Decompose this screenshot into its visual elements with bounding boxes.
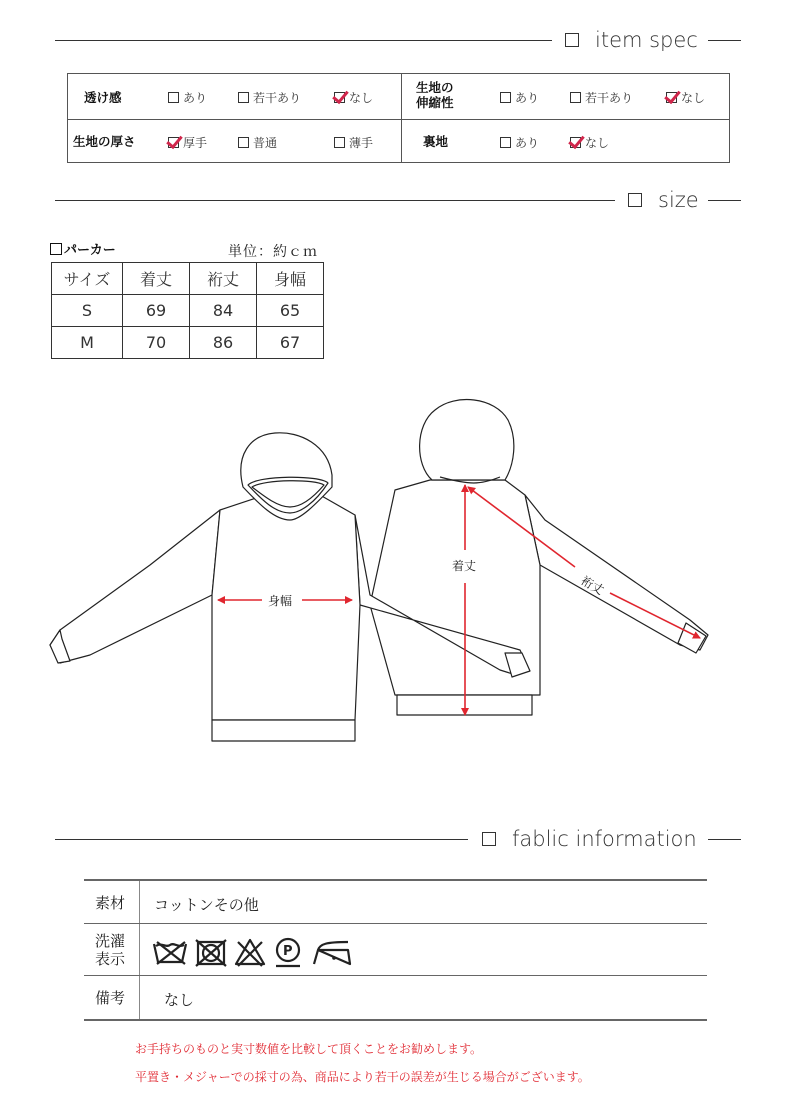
table-header-row [52,263,324,295]
table-cell: M [52,327,123,359]
option-label: なし [585,136,610,150]
checked-checkbox-icon [334,92,345,103]
material-label: 素材 [94,894,125,912]
item-spec-header [0,25,800,55]
label-line: 表示 [94,950,125,968]
table-row [52,295,324,327]
checkbox-icon [238,92,249,103]
size-table-title-text: パーカー [64,243,116,258]
option-label: あり [515,136,540,150]
option-label: あり [515,91,540,105]
spec-label-lining: 裏地 [423,134,449,149]
size-label: size [658,188,699,212]
spec-option [238,134,277,151]
table-cell: 70 [123,327,190,359]
option-label: 若干あり [253,91,302,105]
square-icon [50,243,62,255]
square-icon [565,33,579,47]
checkbox-icon [500,92,511,103]
size-table [51,262,324,359]
sleeve-label: 裄丈 [578,573,607,598]
divider-line [55,839,468,840]
spec-option [570,89,633,106]
table-cell: 86 [190,327,257,359]
spec-option [570,134,609,151]
size-header [0,185,800,215]
table-row [52,327,324,359]
spec-option [238,89,301,106]
notes-label: 備考 [94,989,125,1007]
table-row [84,879,707,925]
checkbox-icon [168,92,179,103]
size-title [628,188,699,212]
spec-option [334,134,373,151]
no-bleach-icon [236,940,264,966]
option-label: なし [681,91,706,105]
table-bottom-border [84,1019,707,1021]
checked-checkbox-icon [570,137,581,148]
row-divider [68,119,729,120]
fabric-label: fablic information [512,827,697,851]
table-cell: 69 [123,295,190,327]
table-cell: 65 [257,295,324,327]
fabric-title [482,827,697,851]
checked-checkbox-icon [168,137,179,148]
note-compare-measurements: お手持ちのものと実寸数値を比較して頂くことをお勧めします。 [135,1042,483,1056]
no-tumble-dry-icon [196,940,226,966]
label-line: 生地の [416,80,454,95]
option-label: 普通 [253,136,278,150]
cell-divider [139,924,140,976]
divider-line [55,40,552,41]
table-cell: 67 [257,327,324,359]
item-spec-table [67,73,730,163]
divider-line [708,200,741,201]
checked-checkbox-icon [666,92,677,103]
length-label: 着丈 [452,559,477,573]
fabric-header [0,824,800,854]
option-label: なし [349,91,374,105]
divider-line [55,200,615,201]
divider-line [708,40,741,41]
option-label: 薄手 [349,136,374,150]
table-header-cell: 裄丈 [190,263,257,295]
material-value: コットンその他 [154,896,259,914]
table-row [84,923,707,976]
hoodie-back [370,400,708,715]
spec-option [334,89,373,106]
spec-label-transparency: 透け感 [84,90,122,105]
table-cell: S [52,295,123,327]
width-label: 身幅 [268,594,293,608]
option-label: あり [183,91,208,105]
checkbox-icon [500,137,511,148]
spec-option [500,89,539,106]
spec-label-thickness: 生地の厚さ [73,134,136,149]
notes-value: なし [164,991,195,1009]
table-header-cell: 身幅 [257,263,324,295]
item-spec-title [565,28,698,52]
checkbox-icon [334,137,345,148]
option-label: 厚手 [183,136,208,150]
option-label: 若干あり [585,91,634,105]
no-wash-icon [154,942,186,964]
table-header-cell: 着丈 [123,263,190,295]
label-line: 伸縮性 [416,95,454,110]
divider-line [708,839,741,840]
spec-option [168,134,207,151]
note-measurement-error: 平置き・メジャーでの採寸の為、商品により若干の誤差が生じる場合がございます。 [135,1070,590,1084]
size-table-title [50,239,116,258]
cell-divider [139,976,140,1020]
item-spec-label: item spec [595,28,698,52]
table-header-cell: サイズ [52,263,123,295]
table-cell: 84 [190,295,257,327]
square-icon [482,832,496,846]
care-label [84,932,136,968]
cell-divider [139,881,140,925]
column-divider [401,74,402,162]
square-icon [628,193,642,207]
care-icons [152,936,367,968]
svg-text:P: P [283,944,293,959]
checkbox-icon [570,92,581,103]
table-row [84,975,707,1020]
checkbox-icon [238,137,249,148]
spec-option [500,134,539,151]
hoodie-measurement-diagram [0,395,800,755]
unit-label: 単位：約ｃｍ [228,244,318,260]
label-line: 洗濯 [94,932,125,950]
spec-label-stretch [416,80,454,110]
iron-low-icon [314,942,350,964]
spec-option [666,89,705,106]
spec-option [168,89,207,106]
